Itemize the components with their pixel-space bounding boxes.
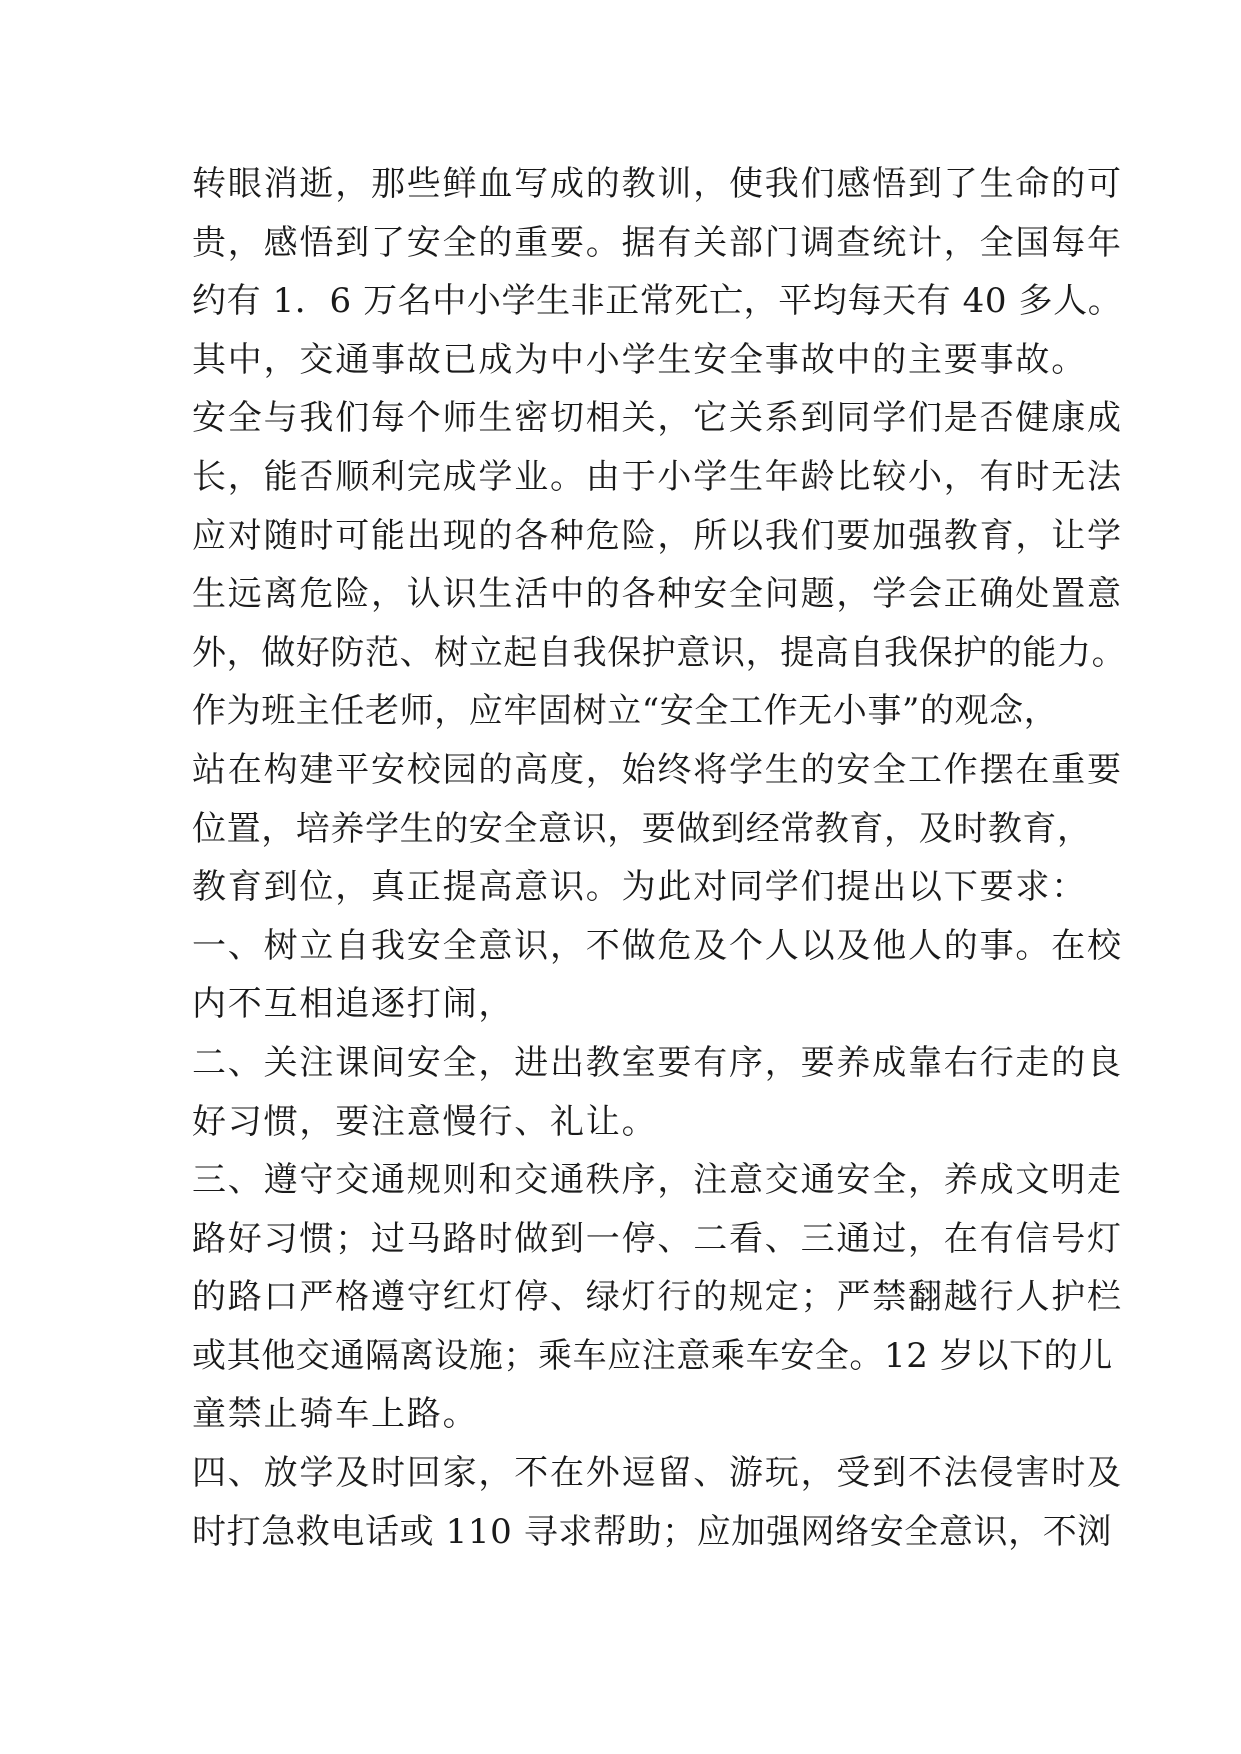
text-line: 三、遵守交通规则和交通秩序，注意交通安全，养成文明走: [192, 1160, 1123, 1201]
text-line: 位置，培养学生的安全意识，要做到经常教育，及时教育，: [192, 808, 1092, 849]
text-line: 或其他交通隔离设施；乘车应注意乘车安全。12 岁以下的儿: [192, 1335, 1113, 1376]
text-line: 好习惯，要注意慢行、礼让。: [192, 1101, 658, 1142]
text-line: 安全与我们每个师生密切相关，它关系到同学们是否健康成: [192, 398, 1123, 439]
text-line: 的路口严格遵守红灯停、绿灯行的规定；严禁翻越行人护栏: [192, 1277, 1123, 1318]
text-line: 作为班主任老师，应牢固树立“安全工作无小事”的观念，: [192, 691, 1059, 732]
text-line: 站在构建平安校园的高度，始终将学生的安全工作摆在重要: [192, 749, 1123, 790]
text-line: 转眼消逝，那些鲜血写成的教训，使我们感悟到了生命的可: [192, 164, 1123, 204]
text-line: 内不互相追逐打闹，: [192, 984, 515, 1025]
text-line: 二、关注课间安全，进出教室要有序，要养成靠右行走的良: [192, 1042, 1123, 1083]
text-line: 贵，感悟到了安全的重要。据有关部门调查统计，全国每年: [192, 222, 1123, 263]
text-line: 四、放学及时回家，不在外逗留、游玩，受到不法侵害时及: [192, 1453, 1123, 1494]
text-line: 外，做好防范、树立起自我保护意识，提高自我保护的能力。: [192, 632, 1127, 673]
text-line: 约有 1．6 万名中小学生非正常死亡，平均每天有 40 多人。: [192, 281, 1123, 322]
text-line: 长，能否顺利完成学业。由于小学生年龄比较小，有时无法: [192, 456, 1123, 497]
text-line: 教育到位，真正提高意识。为此对同学们提出以下要求：: [192, 867, 1087, 908]
text-line: 一、树立自我安全意识，不做危及个人以及他人的事。在校: [192, 925, 1123, 966]
text-line: 童禁止骑车上路。: [192, 1394, 479, 1435]
text-line: 应对随时可能出现的各种危险，所以我们要加强教育，让学: [192, 515, 1123, 556]
text-line: 生远离危险，认识生活中的各种安全问题，学会正确处置意: [192, 574, 1123, 615]
text-line: 路好习惯；过马路时做到一停、二看、三通过，在有信号灯: [192, 1218, 1123, 1259]
text-line: 其中，交通事故已成为中小学生安全事故中的主要事故。: [192, 339, 1087, 380]
body-text: [192, 155, 1127, 1561]
text-line: 时打急救电话或 110 寻求帮助；应加强网络安全意识，不浏: [192, 1511, 1112, 1552]
